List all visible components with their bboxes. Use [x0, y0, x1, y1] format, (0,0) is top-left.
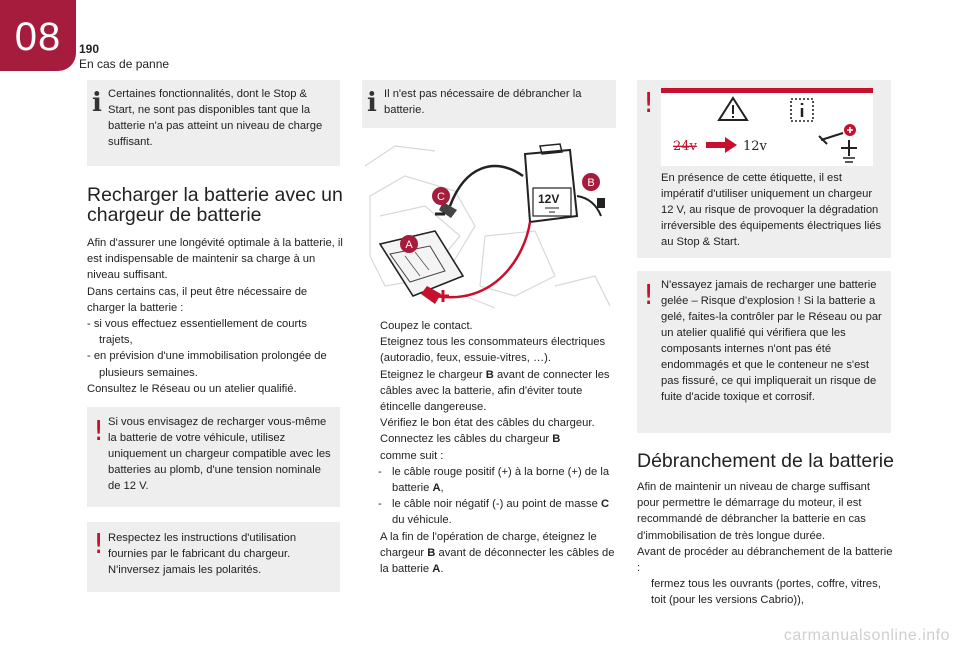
step-text: A la fin de l'opération de charge, éteignez le chargeur: [380, 530, 597, 559]
step-text: Eteignez le chargeur: [380, 368, 483, 381]
heading-disconnect: Débranchement de la batterie: [637, 450, 894, 472]
plus-sign: [437, 290, 449, 302]
step-text: Coupez le contact.: [380, 320, 473, 332]
step-text: Connectez les câbles du chargeur: [380, 433, 550, 446]
warning-text-lead-acid: Si vous envisagez de recharger vous-même la batterie de votre véhicule, utilisez uniquement un chargeur compatible avec les batteries au plomb, d'une tension nominale de 12 V.: [108, 416, 331, 492]
info-icon: i: [92, 88, 102, 118]
plug: [597, 198, 605, 208]
info-icon: i: [367, 88, 377, 118]
ref-c: C: [600, 498, 610, 511]
list-short-trips: - si vous effectuez essentiellement de courts trajets,: [87, 318, 307, 347]
para-necessary: Dans certains cas, il peut être nécessaire de charger la batterie :: [87, 285, 308, 314]
step-text: Vérifiez le bon état des câbles du chargeur.: [380, 417, 595, 430]
battery: [380, 231, 463, 296]
sub-step-item: [366, 496, 618, 528]
label-b: B: [587, 177, 595, 189]
dash-marker: -: [378, 465, 382, 478]
label-c: C: [437, 191, 445, 203]
info-text-stop-start: Certaines fonctionnalités, dont le Stop & Start, ne sont pas disponibles tant que la batterie n'a pas atteint un niveau de charge suffisant.: [108, 88, 323, 148]
ref-b: B: [485, 368, 494, 381]
step-text: Eteignez tous les consommateurs électriques (autoradio, feux, essuie-vitres, …).: [380, 336, 606, 365]
step-text: le câble noir négatif (-) au point de masse: [392, 498, 598, 511]
warning-icon: !: [93, 414, 105, 447]
step-item: [637, 576, 893, 608]
step-item: A la fin de l'opération de charge, éteignez le chargeur B avant de déconnecter les câbles de la batterie A.: [380, 530, 615, 576]
section-title: En cas de panne: [79, 57, 170, 71]
ref-b: B: [427, 546, 436, 559]
step-text: comme suit :: [380, 449, 444, 462]
step-item: [366, 318, 618, 334]
ref-a: A: [432, 563, 441, 576]
stop-start-label: [661, 88, 873, 166]
warning-text-frozen: N'essayez jamais de recharger une batterie gelée – Risque d'explosion ! Si la batterie a gelé, faites-la contrôler par le Réseau ou par un atelier qualifié qui vérifiera que les composants internes n'ont pas été endommagés et que le conteneur ne s'est pas fissuré, ce qui impliquerait un risque de fuite d'acide toxique et corrosif.: [661, 279, 882, 403]
heading-recharge: [87, 185, 347, 225]
label-12v: 12v: [743, 139, 767, 154]
info-text-no-disconnect: Il n'est pas nécessaire de débrancher la batterie.: [384, 88, 582, 116]
charger-voltage: 12V: [538, 192, 560, 206]
charger-illustration: [365, 136, 615, 312]
recharge-intro: [87, 235, 343, 397]
step-text: fermez tous les ouvrants (portes, coffre, vitres, toit (pour les versions Cabrio)),: [651, 578, 881, 607]
list-immobilisation: - en prévision d'une immobilisation prolongée de plusieurs semaines.: [87, 350, 327, 379]
page-number: 190: [79, 42, 100, 56]
heading-recharge-line2: chargeur de batterie: [87, 204, 262, 226]
charger: [525, 144, 577, 222]
ref-a: A: [432, 482, 441, 495]
chapter-tab: 08: [0, 0, 76, 71]
para-longevity: Afin d'assurer une longévité optimale à la batterie, il est indispensable de maintenir sa charge à un niveau suffisant.: [87, 237, 343, 282]
warning-icon: !: [643, 86, 655, 119]
warning-text-polarity: Respectez les instructions d'utilisation fournies par le fabricant du chargeur. N'inversez jamais les polarités.: [108, 532, 297, 576]
disconnect-text: [637, 479, 893, 609]
dash-marker: -: [378, 498, 382, 511]
para-consult: Consultez le Réseau ou un atelier qualifié.: [87, 382, 297, 395]
step-text: avant de déconnecter les câbles de la batterie: [380, 546, 615, 576]
step-text: avant de connecter les câbles avec la batterie, afin d'éviter toute étincelle dangereuse.: [380, 368, 610, 414]
warning-icon: !: [93, 527, 105, 560]
ref-b: B: [552, 433, 561, 446]
para-maintain-charge: Afin de maintenir un niveau de charge suffisant pour permettre le démarrage du moteur, il est recommandé de débrancher la batterie en cas d'immobilisation de très longue durée.: [637, 481, 871, 542]
step-text: du véhicule.: [392, 514, 452, 527]
step-item: [366, 415, 618, 431]
sub-step-item: - le câble rouge positif (+) à la borne (+) de la batterie A,: [378, 465, 610, 495]
warning-icon: !: [643, 278, 655, 311]
step-item: [366, 431, 618, 463]
step-item: [366, 334, 618, 366]
charging-steps: [366, 318, 618, 577]
watermark: carmanualsonline.info: [783, 627, 950, 644]
warning-text-12v-label: En présence de cette étiquette, il est impératif d'utiliser uniquement un chargeur 12 V, au risque de provoquer la dégradation irréversible des équipements électriques liés au Stop & Start.: [661, 172, 882, 248]
step-text: le câble rouge positif (+) à la borne (+) de la batterie: [392, 465, 610, 495]
para-before-disconnect: Avant de procéder au débranchement de la batterie :: [637, 545, 893, 575]
step-item: [366, 367, 618, 416]
label-a: A: [405, 239, 413, 251]
label-24v: 24v: [673, 139, 697, 154]
black-cable: [450, 166, 523, 206]
heading-recharge-line1: Recharger la batterie avec un: [87, 184, 343, 206]
